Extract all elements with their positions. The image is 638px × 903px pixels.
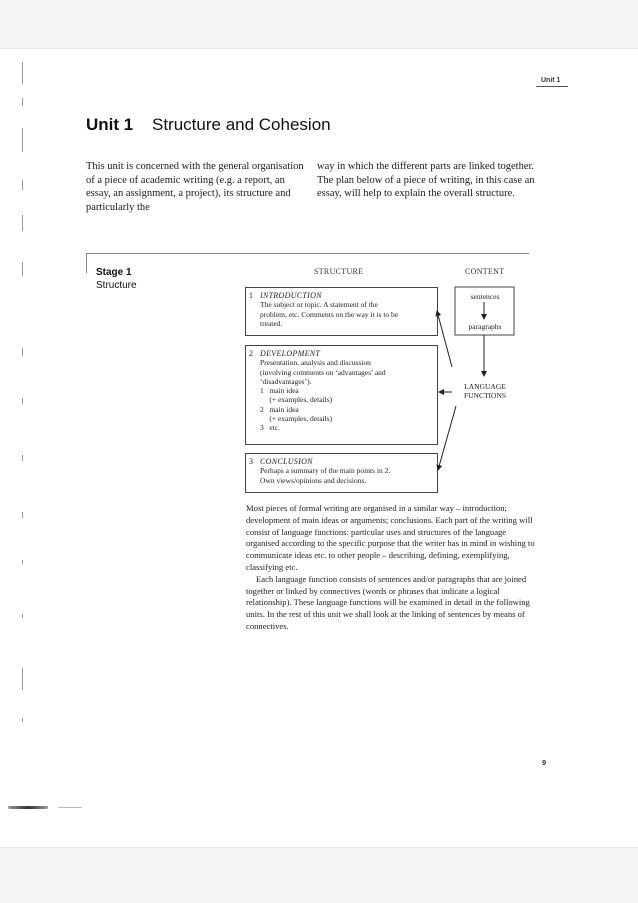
box-line: 2 main idea — [260, 404, 299, 414]
stage-subtitle: Structure — [96, 280, 137, 291]
box-line: Presentation, analysis and discussion — [260, 358, 371, 368]
box-line: 1 main idea — [260, 386, 299, 396]
node-line: FUNCTIONS — [463, 391, 507, 400]
box-heading: INTRODUCTION — [260, 291, 322, 300]
body-text — [246, 503, 536, 633]
unit-number: Unit 1 — [86, 115, 134, 134]
page-number: 9 — [542, 758, 547, 767]
body-paragraph: Each language function consists of sentences and/or paragraphs that are joined together or linked by connectives (words or phrases that indicate a logical relationship). These language functions will be examined in detail in the following units. In the rest of this unit we shall look at the linking of sentences by means of connectives. — [246, 573, 530, 631]
box-number: 2 — [249, 349, 253, 358]
running-header: Unit 1 — [541, 77, 561, 84]
functions-frame — [452, 378, 518, 405]
intro-column-left: This unit is concerned with the general organisation of a piece of academic writing (e.g. a report, an essay, an assignment, a project), its structure and particularly the — [86, 161, 304, 213]
box-line: Perhaps a summary of the main points in 2. — [260, 466, 391, 476]
box-number: 1 — [249, 291, 253, 300]
box-line: 3 etc. — [260, 423, 280, 433]
box-heading: CONCLUSION — [260, 457, 313, 466]
body-paragraph: Most pieces of formal writing are organised in a similar way – introduction; development of main ideas or arguments; conclusions. Each part of the writing will consist of language functions: particular uses and structures of the language organised according to the specific purpose that the writer has in mind in wishing to communicate ideas etc. to other people – describing, defining, exemplifying, classifying etc. — [246, 503, 535, 572]
box-heading: DEVELOPMENT — [260, 349, 321, 358]
box-line: The subject or topic. A statement of the — [260, 300, 378, 310]
paragraphs-node: paragraphs — [468, 322, 502, 331]
box-line: Own views/opinions and decisions. — [260, 475, 367, 485]
node-line: LANGUAGE — [464, 382, 506, 391]
box-line: ‘disadvantages’). — [260, 376, 312, 386]
box-line: (involving comments on ‘advantages’ and — [260, 367, 386, 377]
arrow-to-introduction — [437, 311, 452, 367]
box-line: (+ examples, details) — [260, 414, 333, 424]
intro-column-right: way in which the different parts are linked together. The plan below of a piece of writing, in this case an essay, will help to explain the overall structure. — [317, 161, 535, 199]
box-line: treated. — [260, 318, 283, 328]
page-title: Structure and Cohesion — [152, 115, 331, 134]
content-heading: CONTENT — [465, 267, 505, 276]
sentences-node: sentences — [470, 292, 500, 301]
arrow-to-conclusion — [438, 406, 456, 470]
box-line: (+ examples, details) — [260, 395, 333, 405]
box-line: problem, etc. Comments on the way it is to be — [260, 309, 399, 319]
structure-heading: STRUCTURE — [314, 267, 364, 276]
stage-label: Stage 1 — [96, 267, 132, 278]
box-number: 3 — [249, 457, 253, 466]
